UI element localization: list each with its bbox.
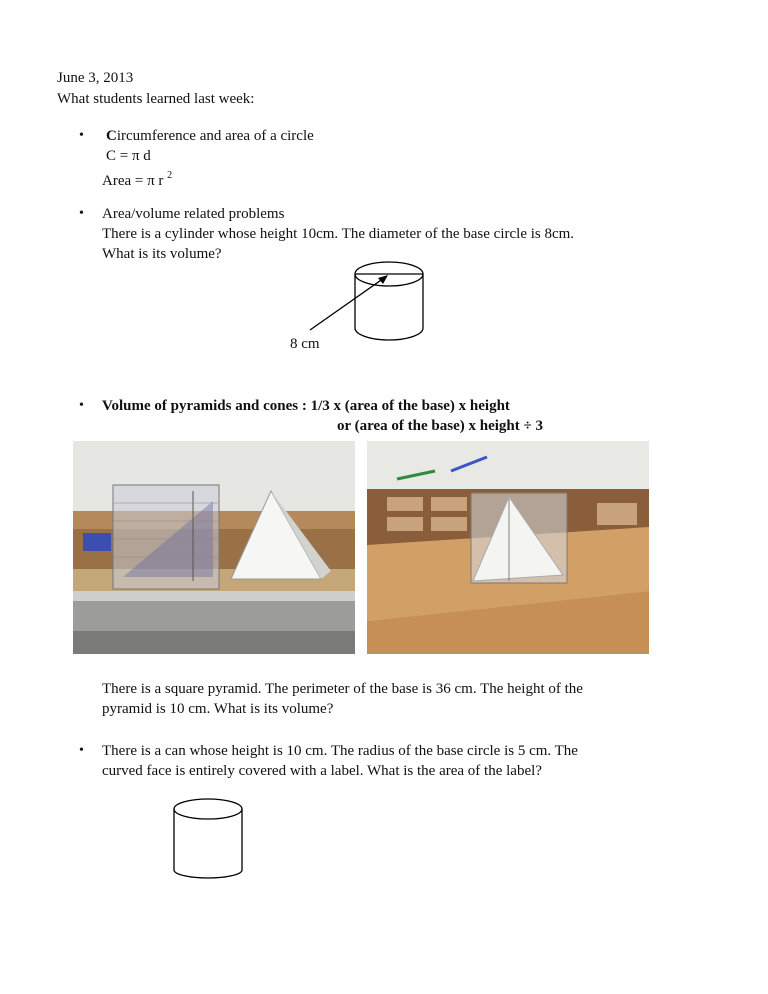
section1-title-initial: C	[106, 128, 117, 144]
section3-problem-line1: There is a square pyramid. The perimeter of the base is 36 cm. The height of the	[102, 681, 583, 697]
formula-circumference: C = π d	[106, 148, 151, 164]
can-cylinder-diagram	[170, 796, 250, 886]
cylinder-bottom-arc	[355, 328, 423, 340]
section1-title	[106, 126, 314, 146]
diameter-arrowhead	[378, 275, 388, 284]
formula-area	[102, 166, 172, 191]
formula-area-exponent: 2	[167, 170, 173, 181]
bullet: •	[79, 206, 84, 221]
diameter-label: 8 cm	[290, 336, 320, 352]
section3-title-line2: or (area of the base) x height ÷ 3	[337, 418, 543, 434]
photo-pyramid-beside-container	[73, 441, 355, 654]
cylinder-diameter-diagram	[300, 258, 440, 348]
section4-problem-line2: curved face is entirely covered with a label. What is the area of the label?	[102, 763, 542, 779]
section1-title-rest: ircumference and area of a circle	[116, 128, 314, 144]
bullet: •	[79, 128, 84, 143]
diameter-pointer-line	[310, 278, 384, 330]
date: June 3, 2013	[57, 70, 134, 86]
formula-area-text: Area = π r	[102, 173, 164, 189]
section2-title: Area/volume related problems	[102, 206, 285, 222]
can-top-ellipse	[174, 799, 242, 819]
intro-heading: What students learned last week:	[57, 91, 255, 107]
photo-pyramid-inside-container-art	[367, 441, 649, 654]
section2-problem-line1: There is a cylinder whose height 10cm. The diameter of the base circle is 8cm.	[102, 226, 575, 242]
photo-pyramid-inside-container	[367, 441, 649, 654]
bullet: •	[79, 398, 84, 413]
bullet: •	[79, 743, 84, 758]
section3-problem-line2: pyramid is 10 cm. What is its volume?	[102, 701, 334, 717]
can-bottom-arc	[174, 870, 242, 878]
section2-problem-line2: What is its volume?	[102, 246, 222, 262]
section4-problem-line1: There is a can whose height is 10 cm. The radius of the base circle is 5 cm. The	[102, 743, 578, 759]
section3-title-line1: Volume of pyramids and cones : 1/3 x (area of the base) x height	[102, 398, 510, 414]
photo-pyramid-beside-container-art	[73, 441, 355, 654]
